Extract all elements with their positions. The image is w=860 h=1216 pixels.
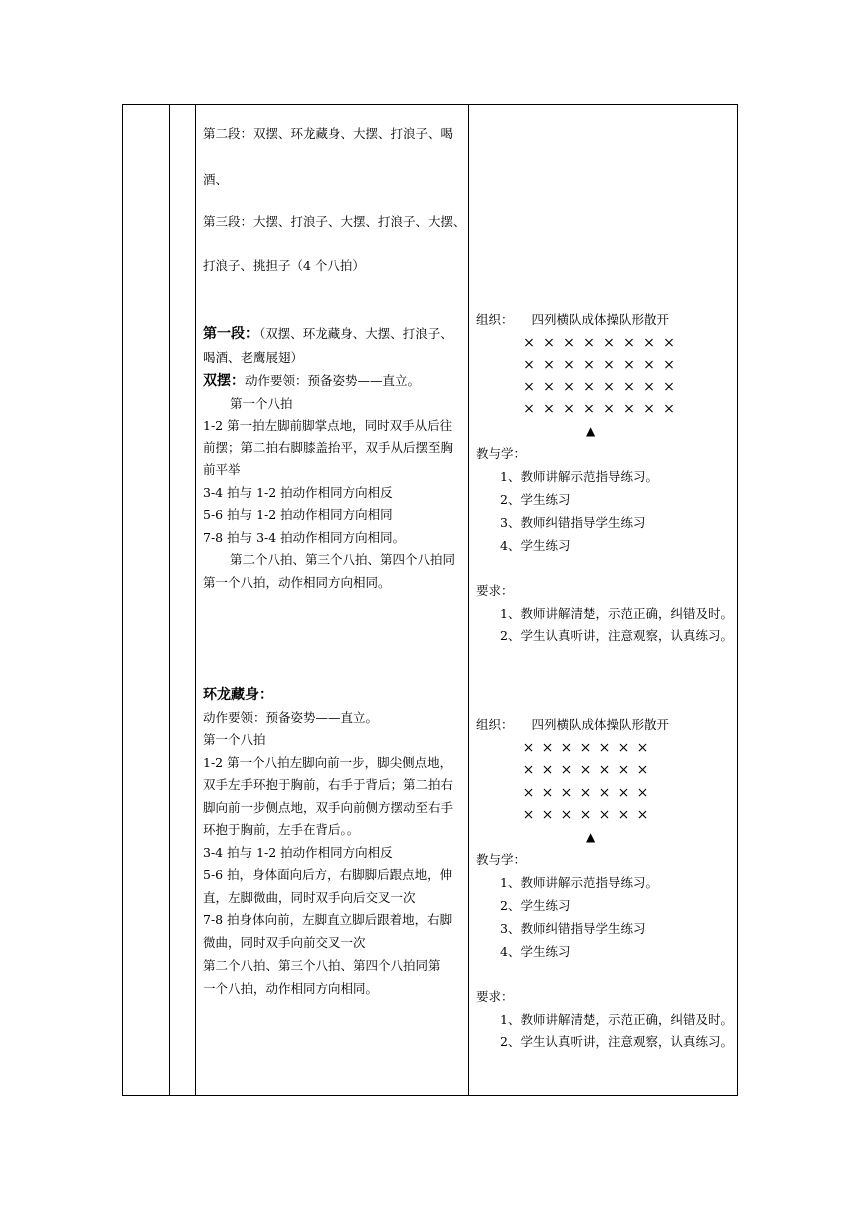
teach-item: 4、学生练习 bbox=[500, 538, 571, 553]
teach-item: 1、教师讲解示范指导练习。 bbox=[500, 469, 658, 484]
formation-row: × × × × × × × bbox=[522, 807, 649, 823]
teacher-position-icon: ▲ bbox=[586, 424, 596, 438]
seg2-line1: 第二段：双摆、环龙藏身、大摆、打浪子、喝 bbox=[203, 126, 454, 141]
req-label-1: 要求： bbox=[476, 583, 514, 598]
sb-line4: 前平举 bbox=[203, 462, 241, 477]
seg1-line2: 喝酒、老鹰展翅） bbox=[203, 350, 304, 365]
hl-line3: 1-2 第一个八拍左脚向前一步，脚尖侧点地， bbox=[203, 755, 453, 770]
req-item: 1、教师讲解清楚，示范正确，纠错及时。 bbox=[500, 606, 733, 621]
req-item: 2、学生认真听讲，注意观察，认真练习。 bbox=[500, 1034, 733, 1049]
sb-line1: 第一个八拍 bbox=[230, 396, 293, 411]
hl-line12: 第二个八拍、第三个八拍、第四个八拍同第 bbox=[203, 958, 441, 973]
req-item: 1、教师讲解清楚，示范正确，纠错及时。 bbox=[500, 1012, 733, 1027]
req-item: 2、学生认真听讲，注意观察，认真练习。 bbox=[500, 628, 733, 643]
hl-line11: 微曲，同时双手向前交叉一次 bbox=[203, 935, 366, 950]
formation-row: × × × × × × × × bbox=[523, 335, 675, 351]
huanlong-heading: 环龙藏身： bbox=[203, 687, 273, 703]
column-divider-2 bbox=[195, 105, 196, 1095]
seg3-line1: 第三段：大摆、打浪子、大摆、打浪子、大摆、 bbox=[203, 214, 466, 229]
teach-item: 3、教师纠错指导学生练习 bbox=[500, 515, 646, 530]
teach-item: 2、学生练习 bbox=[500, 492, 571, 507]
teacher-position-icon: ▲ bbox=[586, 830, 596, 844]
sb-line6: 5-6 拍与 1-2 拍动作相同方向相同 bbox=[203, 507, 393, 522]
hl-line1: 动作要领：预备姿势——直立。 bbox=[203, 710, 379, 725]
formation-row: × × × × × × × bbox=[522, 762, 649, 778]
hl-line4: 双手左手环抱于胸前，右手于背后；第二拍右 bbox=[203, 777, 454, 792]
org-line-2: 组织： 四列横队成体操队形散开 bbox=[476, 717, 670, 732]
org-line-1: 组织： 四列横队成体操队形散开 bbox=[476, 312, 670, 327]
formation-row: × × × × × × × × bbox=[523, 401, 675, 417]
formation-row: × × × × × × × × bbox=[523, 357, 675, 373]
seg3-line2: 打浪子、挑担子（4 个八拍） bbox=[203, 258, 365, 273]
seg2-line2: 酒、 bbox=[203, 172, 229, 187]
sb-line7: 7-8 拍与 3-4 拍动作相同方向相同。 bbox=[203, 530, 406, 545]
column-divider-3 bbox=[468, 105, 469, 1095]
teach-item: 2、学生练习 bbox=[500, 898, 571, 913]
hl-line2: 第一个八拍 bbox=[203, 732, 266, 747]
shuangbai-heading: 双摆：动作要领：预备姿势——直立。 bbox=[203, 373, 421, 389]
formation-row: × × × × × × × bbox=[522, 785, 649, 801]
hl-line5: 脚向前一步侧点地，双手向前侧方摆动至右手 bbox=[203, 800, 454, 815]
hl-line7: 3-4 拍与 1-2 拍动作相同方向相反 bbox=[203, 845, 393, 860]
hl-line8: 5-6 拍，身体面向后方，右脚脚后跟点地，伸 bbox=[203, 867, 453, 882]
formation-row: × × × × × × × bbox=[522, 740, 649, 756]
seg1-heading: 第一段：（双摆、环龙藏身、大摆、打浪子、 bbox=[203, 326, 453, 342]
teach-label-1: 教与学： bbox=[476, 446, 527, 461]
formation-row: × × × × × × × × bbox=[523, 379, 675, 395]
teach-item: 1、教师讲解示范指导练习。 bbox=[500, 875, 658, 890]
hl-line6: 环抱于胸前，左手在背后。。 bbox=[203, 822, 360, 837]
hl-line13: 一个八拍，动作相同方向相同。 bbox=[203, 981, 379, 996]
teach-item: 3、教师纠错指导学生练习 bbox=[500, 921, 646, 936]
sb-line5: 3-4 拍与 1-2 拍动作相同方向相反 bbox=[203, 485, 393, 500]
req-label-2: 要求： bbox=[476, 989, 514, 1004]
sb-line9: 第一个八拍，动作相同方向相同。 bbox=[203, 575, 391, 590]
sb-line3: 前摆；第二拍右脚膝盖抬平，双手从后摆至胸 bbox=[203, 440, 454, 455]
sb-line2: 1-2 第一拍左脚前脚掌点地，同时双手从后往 bbox=[203, 418, 453, 433]
hl-line10: 7-8 拍身体向前，左脚直立脚后跟着地，右脚 bbox=[203, 912, 453, 927]
hl-line9: 直，左脚微曲，同时双手向后交叉一次 bbox=[203, 890, 416, 905]
teach-item: 4、学生练习 bbox=[500, 944, 571, 959]
teach-label-2: 教与学： bbox=[476, 852, 527, 867]
column-divider-1 bbox=[169, 105, 170, 1095]
sb-line8: 第二个八拍、第三个八拍、第四个八拍同 bbox=[230, 552, 456, 567]
